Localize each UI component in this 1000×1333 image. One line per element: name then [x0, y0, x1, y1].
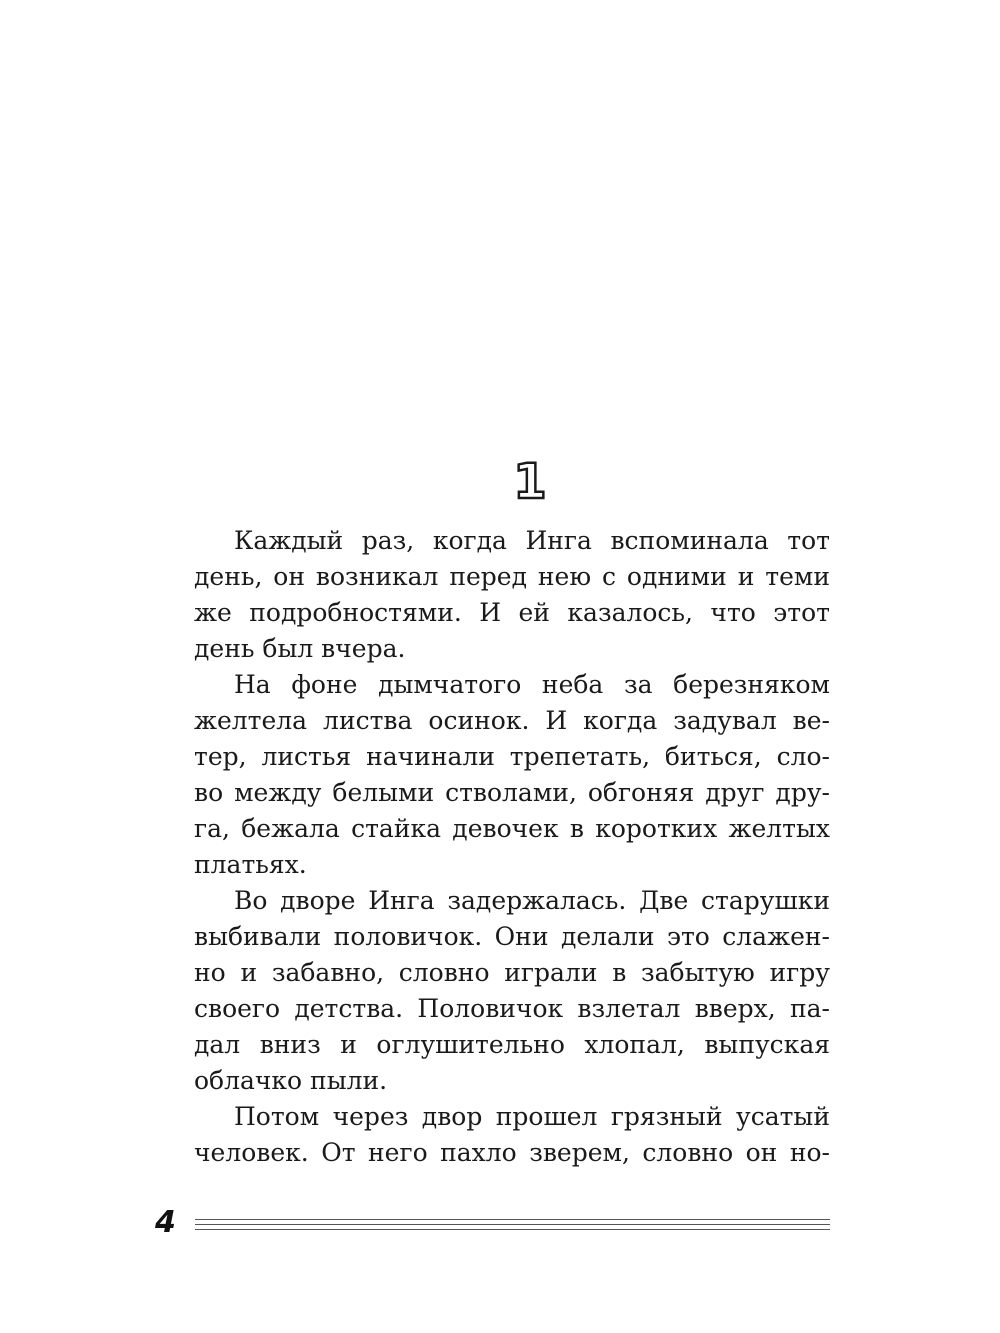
text-line: Во дворе Инга задержалась. Две старушки	[234, 886, 830, 915]
text-line: облачко пыли.	[194, 1066, 388, 1095]
chapter-number: 1	[513, 454, 547, 510]
text-line: выбивали половичок. Они делали это слажен-	[194, 922, 830, 951]
text-line: день, он возникал перед нею с одними и теми	[194, 562, 830, 591]
text-line: Потом через двор прошел грязный усатый	[234, 1102, 830, 1131]
page-footer	[155, 1203, 830, 1243]
text-line: человек. От него пахло зверем, словно он но-	[194, 1138, 830, 1167]
body-text	[194, 523, 830, 1171]
text-line: желтела листва осинок. И когда задувал ве-	[194, 706, 830, 735]
text-line: тер, листья начинали трепетать, биться, сло-	[194, 742, 830, 771]
footer-rule	[195, 1224, 830, 1225]
text-line: но и забавно, словно играли в забытую игру	[194, 958, 830, 987]
text-line: га, бежала стайка девочек в коротких желтых	[194, 814, 830, 843]
text-line: платьях.	[194, 850, 307, 879]
text-line: день был вчера.	[194, 634, 406, 663]
text-line: Каждый раз, когда Инга вспоминала тот	[234, 526, 830, 555]
text-line: своего детства. Половичок взлетал вверх, па-	[194, 994, 830, 1023]
footer-rule	[195, 1219, 830, 1220]
text-line: же подробностями. И ей казалось, что этот	[194, 598, 830, 627]
text-line: На фоне дымчатого неба за березняком	[234, 670, 830, 699]
text-line: во между белыми стволами, обгоняя друг дру-	[194, 778, 830, 807]
footer-rule	[195, 1229, 830, 1230]
page-number: 4	[155, 1205, 176, 1240]
text-line: дал вниз и оглушительно хлопал, выпуская	[194, 1030, 830, 1059]
